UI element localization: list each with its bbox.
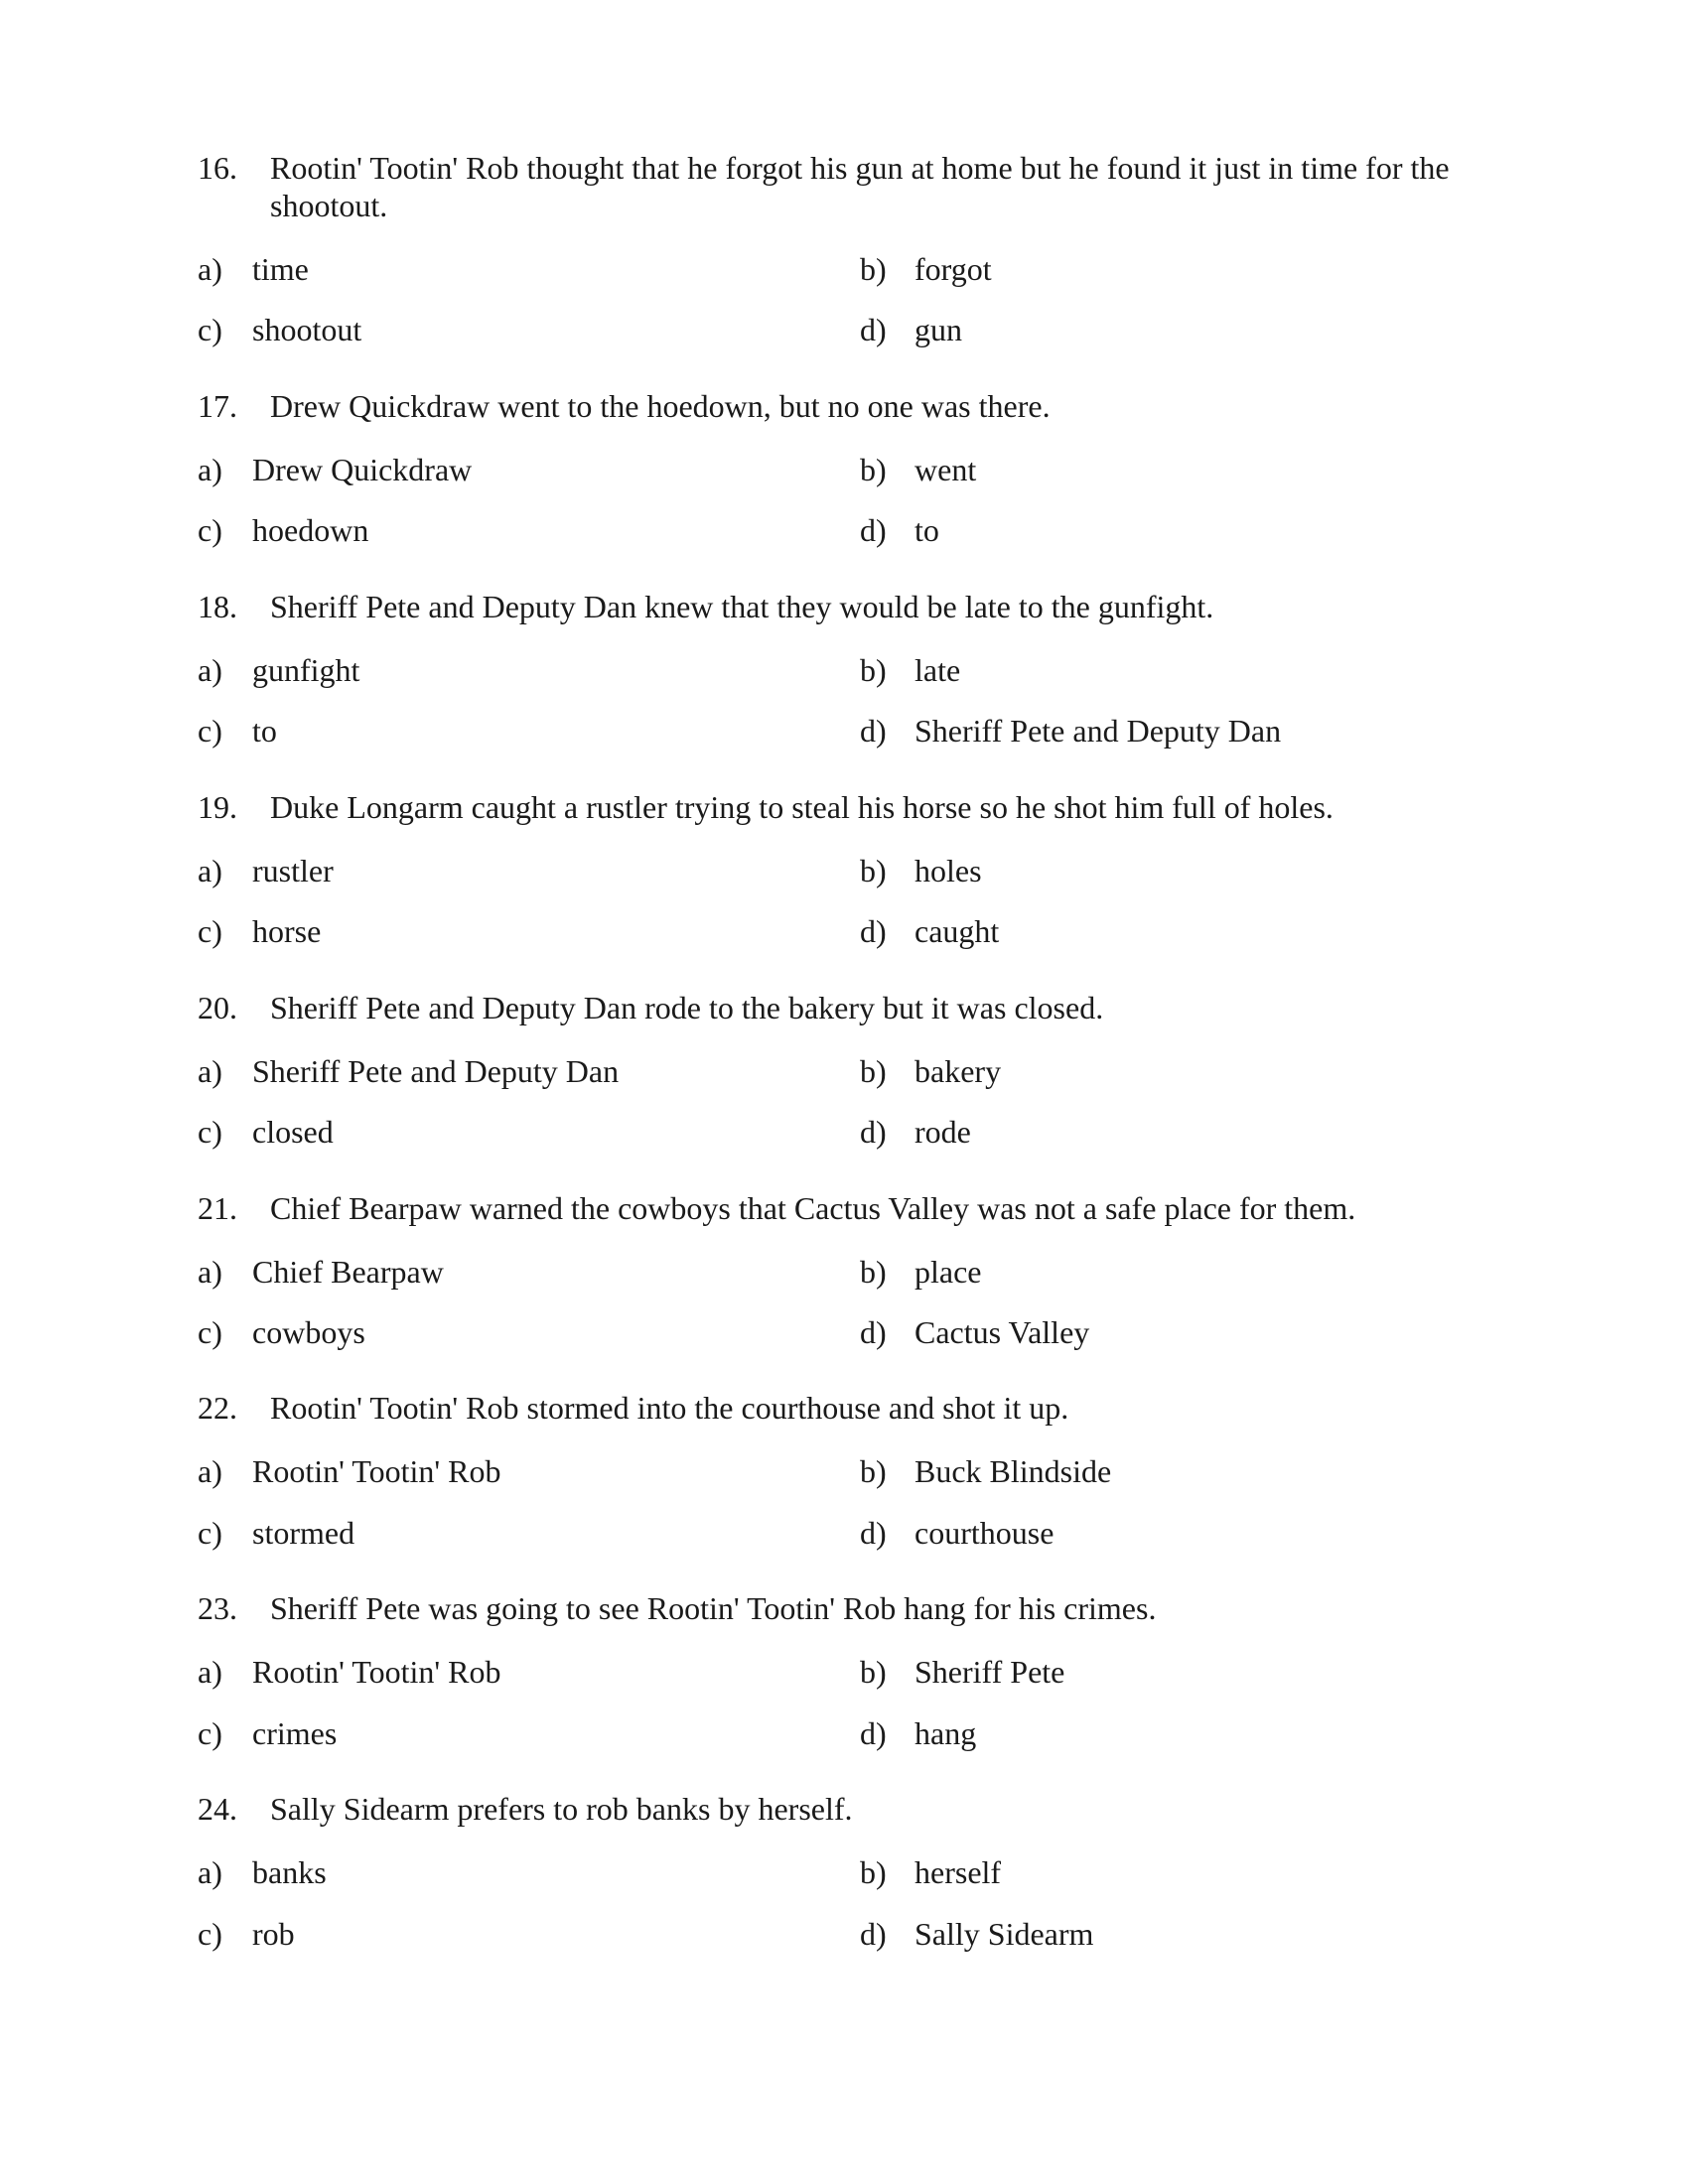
option-letter: b) [860, 853, 887, 888]
question-stem [198, 1790, 1518, 1828]
option-text: closed [252, 1114, 334, 1150]
option-c[interactable] [198, 1915, 295, 1953]
option-text: went [914, 452, 977, 487]
option-letter: b) [860, 652, 887, 688]
question-number: 16. [198, 150, 237, 186]
option-letter: a) [198, 1854, 222, 1890]
question-19 [198, 788, 1518, 826]
option-b[interactable] [860, 1653, 1064, 1691]
option-d[interactable] [860, 1915, 1093, 1953]
question-number: 21. [198, 1190, 237, 1226]
option-b[interactable] [860, 1452, 1111, 1490]
option-text: Buck Blindside [914, 1453, 1112, 1489]
option-letter: b) [860, 1654, 887, 1690]
option-text: holes [914, 853, 982, 888]
question-text: Sally Sidearm prefers to rob banks by herself. [270, 1791, 853, 1827]
option-text: herself [914, 1854, 1002, 1890]
option-text: Sheriff Pete [914, 1654, 1065, 1690]
question-stem [198, 1589, 1518, 1627]
option-letter: b) [860, 1854, 887, 1890]
option-text: hang [914, 1715, 977, 1751]
option-a[interactable] [198, 852, 334, 889]
option-letter: a) [198, 452, 222, 487]
question-18 [198, 588, 1518, 625]
option-text: rode [914, 1114, 971, 1150]
option-b[interactable] [860, 250, 992, 288]
question-text: Duke Longarm caught a rustler trying to steal his horse so he shot him full of holes. [270, 789, 1334, 825]
option-letter: a) [198, 1453, 222, 1489]
option-d[interactable] [860, 1313, 1089, 1351]
option-c[interactable] [198, 912, 321, 950]
option-text: gun [914, 312, 962, 347]
option-text: forgot [914, 251, 992, 287]
option-letter: a) [198, 853, 222, 888]
option-text: Rootin' Tootin' Rob [252, 1654, 501, 1690]
option-text: crimes [252, 1715, 338, 1751]
question-text: Rootin' Tootin' Rob stormed into the courthouse and shot it up. [270, 1390, 1069, 1426]
option-a[interactable] [198, 451, 472, 488]
option-text: rob [252, 1916, 295, 1952]
option-b[interactable] [860, 451, 976, 488]
option-letter: b) [860, 251, 887, 287]
question-text: Drew Quickdraw went to the hoedown, but no one was there. [270, 388, 1051, 424]
option-letter: a) [198, 1053, 222, 1089]
question-16 [198, 149, 1518, 224]
option-letter: a) [198, 652, 222, 688]
option-d[interactable] [860, 1714, 976, 1752]
option-letter: d) [860, 1314, 887, 1350]
option-c[interactable] [198, 1113, 334, 1151]
question-stem [198, 989, 1518, 1026]
option-text: stormed [252, 1515, 355, 1551]
option-a[interactable] [198, 1853, 327, 1891]
option-a[interactable] [198, 1653, 501, 1691]
option-letter: d) [860, 1916, 887, 1952]
option-letter: d) [860, 512, 887, 548]
option-letter: c) [198, 1515, 222, 1551]
option-a[interactable] [198, 1052, 619, 1090]
option-c[interactable] [198, 712, 277, 750]
question-23 [198, 1589, 1518, 1627]
question-stem [198, 588, 1518, 625]
option-d[interactable] [860, 511, 939, 549]
option-text: bakery [914, 1053, 1002, 1089]
question-number: 18. [198, 589, 237, 624]
question-24 [198, 1790, 1518, 1828]
option-letter: c) [198, 913, 222, 949]
question-stem [198, 387, 1518, 425]
option-letter: c) [198, 1715, 222, 1751]
option-b[interactable] [860, 1853, 1001, 1891]
option-text: horse [252, 913, 322, 949]
option-letter: a) [198, 251, 222, 287]
question-22 [198, 1389, 1518, 1427]
option-letter: c) [198, 312, 222, 347]
option-a[interactable] [198, 651, 359, 689]
option-a[interactable] [198, 1253, 444, 1291]
option-text: banks [252, 1854, 327, 1890]
option-c[interactable] [198, 1313, 365, 1351]
question-number: 17. [198, 388, 237, 424]
option-d[interactable] [860, 1514, 1054, 1552]
option-text: rustler [252, 853, 334, 888]
option-text: Sheriff Pete and Deputy Dan [914, 713, 1282, 749]
option-text: cowboys [252, 1314, 365, 1350]
option-letter: c) [198, 1114, 222, 1150]
option-text: caught [914, 913, 1000, 949]
option-letter: d) [860, 312, 887, 347]
option-a[interactable] [198, 1452, 501, 1490]
question-stem [198, 1389, 1518, 1427]
option-d[interactable] [860, 311, 962, 348]
option-letter: b) [860, 1254, 887, 1290]
question-17 [198, 387, 1518, 425]
question-21 [198, 1189, 1518, 1227]
option-b[interactable] [860, 1052, 1001, 1090]
question-text: Rootin' Tootin' Rob thought that he forgot his gun at home but he found it just in time for the shootout. [270, 150, 1450, 223]
question-text: Sheriff Pete and Deputy Dan knew that they would be late to the gunfight. [270, 589, 1214, 624]
question-20 [198, 989, 1518, 1026]
option-text: Sheriff Pete and Deputy Dan [252, 1053, 620, 1089]
option-a[interactable] [198, 250, 309, 288]
question-stem [198, 1189, 1518, 1227]
option-letter: c) [198, 512, 222, 548]
question-number: 22. [198, 1390, 237, 1426]
option-text: late [914, 652, 961, 688]
option-d[interactable] [860, 712, 1281, 750]
option-b[interactable] [860, 651, 960, 689]
question-text: Chief Bearpaw warned the cowboys that Cactus Valley was not a safe place for them. [270, 1190, 1356, 1226]
option-text: place [914, 1254, 982, 1290]
option-text: Sally Sidearm [914, 1916, 1094, 1952]
option-letter: c) [198, 1916, 222, 1952]
option-text: to [914, 512, 939, 548]
option-text: Rootin' Tootin' Rob [252, 1453, 501, 1489]
option-c[interactable] [198, 511, 368, 549]
option-b[interactable] [860, 1253, 982, 1291]
option-text: Chief Bearpaw [252, 1254, 444, 1290]
option-letter: d) [860, 1515, 887, 1551]
option-letter: b) [860, 1053, 887, 1089]
question-text: Sheriff Pete and Deputy Dan rode to the bakery but it was closed. [270, 990, 1104, 1025]
option-letter: a) [198, 1254, 222, 1290]
option-text: courthouse [914, 1515, 1055, 1551]
question-number: 24. [198, 1791, 237, 1827]
option-letter: c) [198, 713, 222, 749]
option-c[interactable] [198, 311, 361, 348]
option-b[interactable] [860, 852, 982, 889]
option-text: to [252, 713, 277, 749]
option-letter: d) [860, 1114, 887, 1150]
question-number: 20. [198, 990, 237, 1025]
option-letter: b) [860, 1453, 887, 1489]
option-d[interactable] [860, 1113, 971, 1151]
option-letter: d) [860, 713, 887, 749]
option-c[interactable] [198, 1514, 354, 1552]
option-text: Cactus Valley [914, 1314, 1090, 1350]
option-letter: a) [198, 1654, 222, 1690]
option-c[interactable] [198, 1714, 337, 1752]
option-letter: b) [860, 452, 887, 487]
option-letter: d) [860, 1715, 887, 1751]
option-text: time [252, 251, 309, 287]
question-stem [198, 149, 1518, 224]
option-letter: d) [860, 913, 887, 949]
question-number: 19. [198, 789, 237, 825]
option-text: gunfight [252, 652, 360, 688]
option-letter: c) [198, 1314, 222, 1350]
question-number: 23. [198, 1590, 237, 1626]
option-text: shootout [252, 312, 362, 347]
option-d[interactable] [860, 912, 999, 950]
option-text: Drew Quickdraw [252, 452, 473, 487]
question-stem [198, 788, 1518, 826]
option-text: hoedown [252, 512, 369, 548]
question-text: Sheriff Pete was going to see Rootin' Tootin' Rob hang for his crimes. [270, 1590, 1157, 1626]
